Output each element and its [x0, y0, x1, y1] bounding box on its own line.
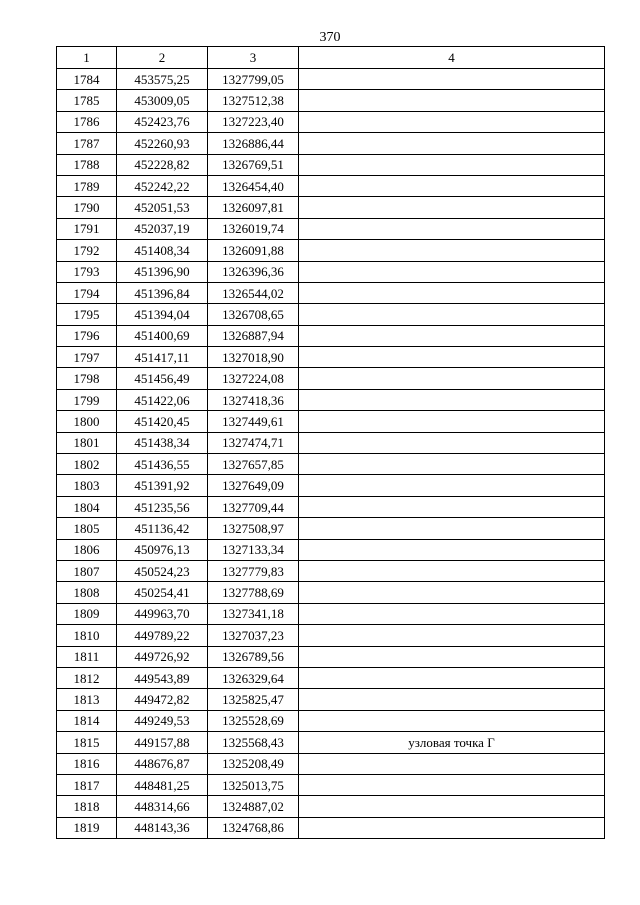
point-number-cell: 1789 [57, 175, 117, 196]
y-coordinate-cell: 1327709,44 [208, 496, 299, 517]
x-coordinate-cell: 451420,45 [117, 411, 208, 432]
x-coordinate-cell: 448143,36 [117, 817, 208, 838]
note-cell: узловая точка Г [299, 732, 605, 753]
x-coordinate-cell: 449789,22 [117, 625, 208, 646]
point-number-cell: 1790 [57, 197, 117, 218]
column-header-2: 2 [117, 47, 208, 69]
y-coordinate-cell: 1326019,74 [208, 218, 299, 239]
table-row [57, 432, 605, 453]
point-number-cell: 1784 [57, 69, 117, 90]
table-row [57, 389, 605, 410]
page-number: 370 [319, 30, 341, 45]
y-coordinate-cell: 1326097,81 [208, 197, 299, 218]
y-coordinate-cell: 1325528,69 [208, 710, 299, 731]
point-number-cell: 1796 [57, 325, 117, 346]
note-cell [299, 496, 605, 517]
note-cell [299, 475, 605, 496]
y-coordinate-cell: 1324768,86 [208, 817, 299, 838]
table-row [57, 218, 605, 239]
y-coordinate-cell: 1326887,94 [208, 325, 299, 346]
note-cell [299, 539, 605, 560]
point-number-cell: 1799 [57, 389, 117, 410]
table-row [57, 475, 605, 496]
note-cell [299, 646, 605, 667]
point-number-cell: 1814 [57, 710, 117, 731]
y-coordinate-cell: 1327508,97 [208, 518, 299, 539]
y-coordinate-cell: 1327133,34 [208, 539, 299, 560]
table-row [57, 347, 605, 368]
column-header-3: 3 [208, 47, 299, 69]
y-coordinate-cell: 1324887,02 [208, 796, 299, 817]
y-coordinate-cell: 1327418,36 [208, 389, 299, 410]
point-number-cell: 1809 [57, 603, 117, 624]
point-number-cell: 1805 [57, 518, 117, 539]
x-coordinate-cell: 449249,53 [117, 710, 208, 731]
x-coordinate-cell: 453009,05 [117, 90, 208, 111]
note-cell [299, 625, 605, 646]
point-number-cell: 1818 [57, 796, 117, 817]
x-coordinate-cell: 451391,92 [117, 475, 208, 496]
table-row [57, 496, 605, 517]
point-number-cell: 1800 [57, 411, 117, 432]
note-cell [299, 560, 605, 581]
point-number-cell: 1813 [57, 689, 117, 710]
point-number-cell: 1788 [57, 154, 117, 175]
point-number-cell: 1791 [57, 218, 117, 239]
x-coordinate-cell: 451400,69 [117, 325, 208, 346]
point-number-cell: 1807 [57, 560, 117, 581]
point-number-cell: 1786 [57, 111, 117, 132]
x-coordinate-cell: 449472,82 [117, 689, 208, 710]
x-coordinate-cell: 451136,42 [117, 518, 208, 539]
y-coordinate-cell: 1326091,88 [208, 240, 299, 261]
header-row [57, 47, 605, 69]
y-coordinate-cell: 1327224,08 [208, 368, 299, 389]
y-coordinate-cell: 1327018,90 [208, 347, 299, 368]
table-row [57, 774, 605, 795]
note-cell [299, 774, 605, 795]
table-row [57, 518, 605, 539]
note-cell [299, 261, 605, 282]
note-cell [299, 817, 605, 838]
table-row [57, 582, 605, 603]
x-coordinate-cell: 449726,92 [117, 646, 208, 667]
y-coordinate-cell: 1325825,47 [208, 689, 299, 710]
x-coordinate-cell: 452242,22 [117, 175, 208, 196]
note-cell [299, 197, 605, 218]
table-row [57, 133, 605, 154]
table-row [57, 175, 605, 196]
y-coordinate-cell: 1326708,65 [208, 304, 299, 325]
note-cell [299, 282, 605, 303]
point-number-cell: 1802 [57, 454, 117, 475]
note-cell [299, 347, 605, 368]
table-row [57, 304, 605, 325]
table-row [57, 710, 605, 731]
y-coordinate-cell: 1325013,75 [208, 774, 299, 795]
note-cell [299, 90, 605, 111]
x-coordinate-cell: 452260,93 [117, 133, 208, 154]
point-number-cell: 1793 [57, 261, 117, 282]
x-coordinate-cell: 451456,49 [117, 368, 208, 389]
note-cell [299, 667, 605, 688]
table-row [57, 197, 605, 218]
y-coordinate-cell: 1327779,83 [208, 560, 299, 581]
point-number-cell: 1801 [57, 432, 117, 453]
note-cell [299, 582, 605, 603]
note-cell [299, 518, 605, 539]
point-number-cell: 1811 [57, 646, 117, 667]
point-number-cell: 1794 [57, 282, 117, 303]
table-row [57, 90, 605, 111]
y-coordinate-cell: 1327223,40 [208, 111, 299, 132]
y-coordinate-cell: 1327474,71 [208, 432, 299, 453]
x-coordinate-cell: 452228,82 [117, 154, 208, 175]
table-row [57, 646, 605, 667]
table-row [57, 817, 605, 838]
table-body [57, 69, 605, 839]
column-header-4: 4 [299, 47, 605, 69]
x-coordinate-cell: 453575,25 [117, 69, 208, 90]
table-row [57, 454, 605, 475]
point-number-cell: 1803 [57, 475, 117, 496]
point-number-cell: 1812 [57, 667, 117, 688]
table-row [57, 625, 605, 646]
note-cell [299, 389, 605, 410]
y-coordinate-cell: 1327799,05 [208, 69, 299, 90]
y-coordinate-cell: 1326769,51 [208, 154, 299, 175]
point-number-cell: 1804 [57, 496, 117, 517]
y-coordinate-cell: 1327037,23 [208, 625, 299, 646]
note-cell [299, 689, 605, 710]
note-cell [299, 710, 605, 731]
table-row [57, 368, 605, 389]
x-coordinate-cell: 450524,23 [117, 560, 208, 581]
y-coordinate-cell: 1327788,69 [208, 582, 299, 603]
point-number-cell: 1817 [57, 774, 117, 795]
x-coordinate-cell: 451417,11 [117, 347, 208, 368]
point-number-cell: 1806 [57, 539, 117, 560]
x-coordinate-cell: 448481,25 [117, 774, 208, 795]
x-coordinate-cell: 448314,66 [117, 796, 208, 817]
x-coordinate-cell: 451396,84 [117, 282, 208, 303]
note-cell [299, 154, 605, 175]
y-coordinate-cell: 1326454,40 [208, 175, 299, 196]
note-cell [299, 325, 605, 346]
table-row [57, 325, 605, 346]
table-row [57, 282, 605, 303]
point-number-cell: 1785 [57, 90, 117, 111]
point-number-cell: 1815 [57, 732, 117, 753]
point-number-cell: 1816 [57, 753, 117, 774]
point-number-cell: 1798 [57, 368, 117, 389]
x-coordinate-cell: 451438,34 [117, 432, 208, 453]
table-row [57, 261, 605, 282]
table-row [57, 796, 605, 817]
x-coordinate-cell: 450976,13 [117, 539, 208, 560]
y-coordinate-cell: 1326886,44 [208, 133, 299, 154]
note-cell [299, 133, 605, 154]
note-cell [299, 218, 605, 239]
y-coordinate-cell: 1327449,61 [208, 411, 299, 432]
x-coordinate-cell: 449543,89 [117, 667, 208, 688]
note-cell [299, 411, 605, 432]
point-number-cell: 1797 [57, 347, 117, 368]
coordinates-table [56, 46, 605, 839]
x-coordinate-cell: 452051,53 [117, 197, 208, 218]
table-row [57, 689, 605, 710]
y-coordinate-cell: 1327341,18 [208, 603, 299, 624]
note-cell [299, 111, 605, 132]
table-row [57, 560, 605, 581]
note-cell [299, 603, 605, 624]
table-row [57, 411, 605, 432]
point-number-cell: 1819 [57, 817, 117, 838]
x-coordinate-cell: 452037,19 [117, 218, 208, 239]
table-row [57, 69, 605, 90]
x-coordinate-cell: 452423,76 [117, 111, 208, 132]
y-coordinate-cell: 1326329,64 [208, 667, 299, 688]
x-coordinate-cell: 451394,04 [117, 304, 208, 325]
y-coordinate-cell: 1326396,36 [208, 261, 299, 282]
x-coordinate-cell: 450254,41 [117, 582, 208, 603]
point-number-cell: 1787 [57, 133, 117, 154]
table-header [57, 47, 605, 69]
note-cell [299, 368, 605, 389]
note-cell [299, 240, 605, 261]
table-row [57, 603, 605, 624]
y-coordinate-cell: 1326544,02 [208, 282, 299, 303]
table-row [57, 753, 605, 774]
note-cell [299, 753, 605, 774]
table-row [57, 154, 605, 175]
x-coordinate-cell: 451235,56 [117, 496, 208, 517]
table-row [57, 732, 605, 753]
point-number-cell: 1808 [57, 582, 117, 603]
y-coordinate-cell: 1325568,43 [208, 732, 299, 753]
x-coordinate-cell: 451436,55 [117, 454, 208, 475]
y-coordinate-cell: 1327512,38 [208, 90, 299, 111]
note-cell [299, 69, 605, 90]
x-coordinate-cell: 451422,06 [117, 389, 208, 410]
y-coordinate-cell: 1325208,49 [208, 753, 299, 774]
point-number-cell: 1810 [57, 625, 117, 646]
x-coordinate-cell: 451396,90 [117, 261, 208, 282]
note-cell [299, 454, 605, 475]
note-cell [299, 175, 605, 196]
table-row [57, 539, 605, 560]
note-cell [299, 304, 605, 325]
y-coordinate-cell: 1327657,85 [208, 454, 299, 475]
point-number-cell: 1795 [57, 304, 117, 325]
x-coordinate-cell: 449963,70 [117, 603, 208, 624]
point-number-cell: 1792 [57, 240, 117, 261]
note-cell [299, 432, 605, 453]
table-row [57, 111, 605, 132]
table-row [57, 240, 605, 261]
y-coordinate-cell: 1326789,56 [208, 646, 299, 667]
y-coordinate-cell: 1327649,09 [208, 475, 299, 496]
x-coordinate-cell: 449157,88 [117, 732, 208, 753]
column-header-1: 1 [57, 47, 117, 69]
table-row [57, 667, 605, 688]
note-cell [299, 796, 605, 817]
x-coordinate-cell: 451408,34 [117, 240, 208, 261]
x-coordinate-cell: 448676,87 [117, 753, 208, 774]
